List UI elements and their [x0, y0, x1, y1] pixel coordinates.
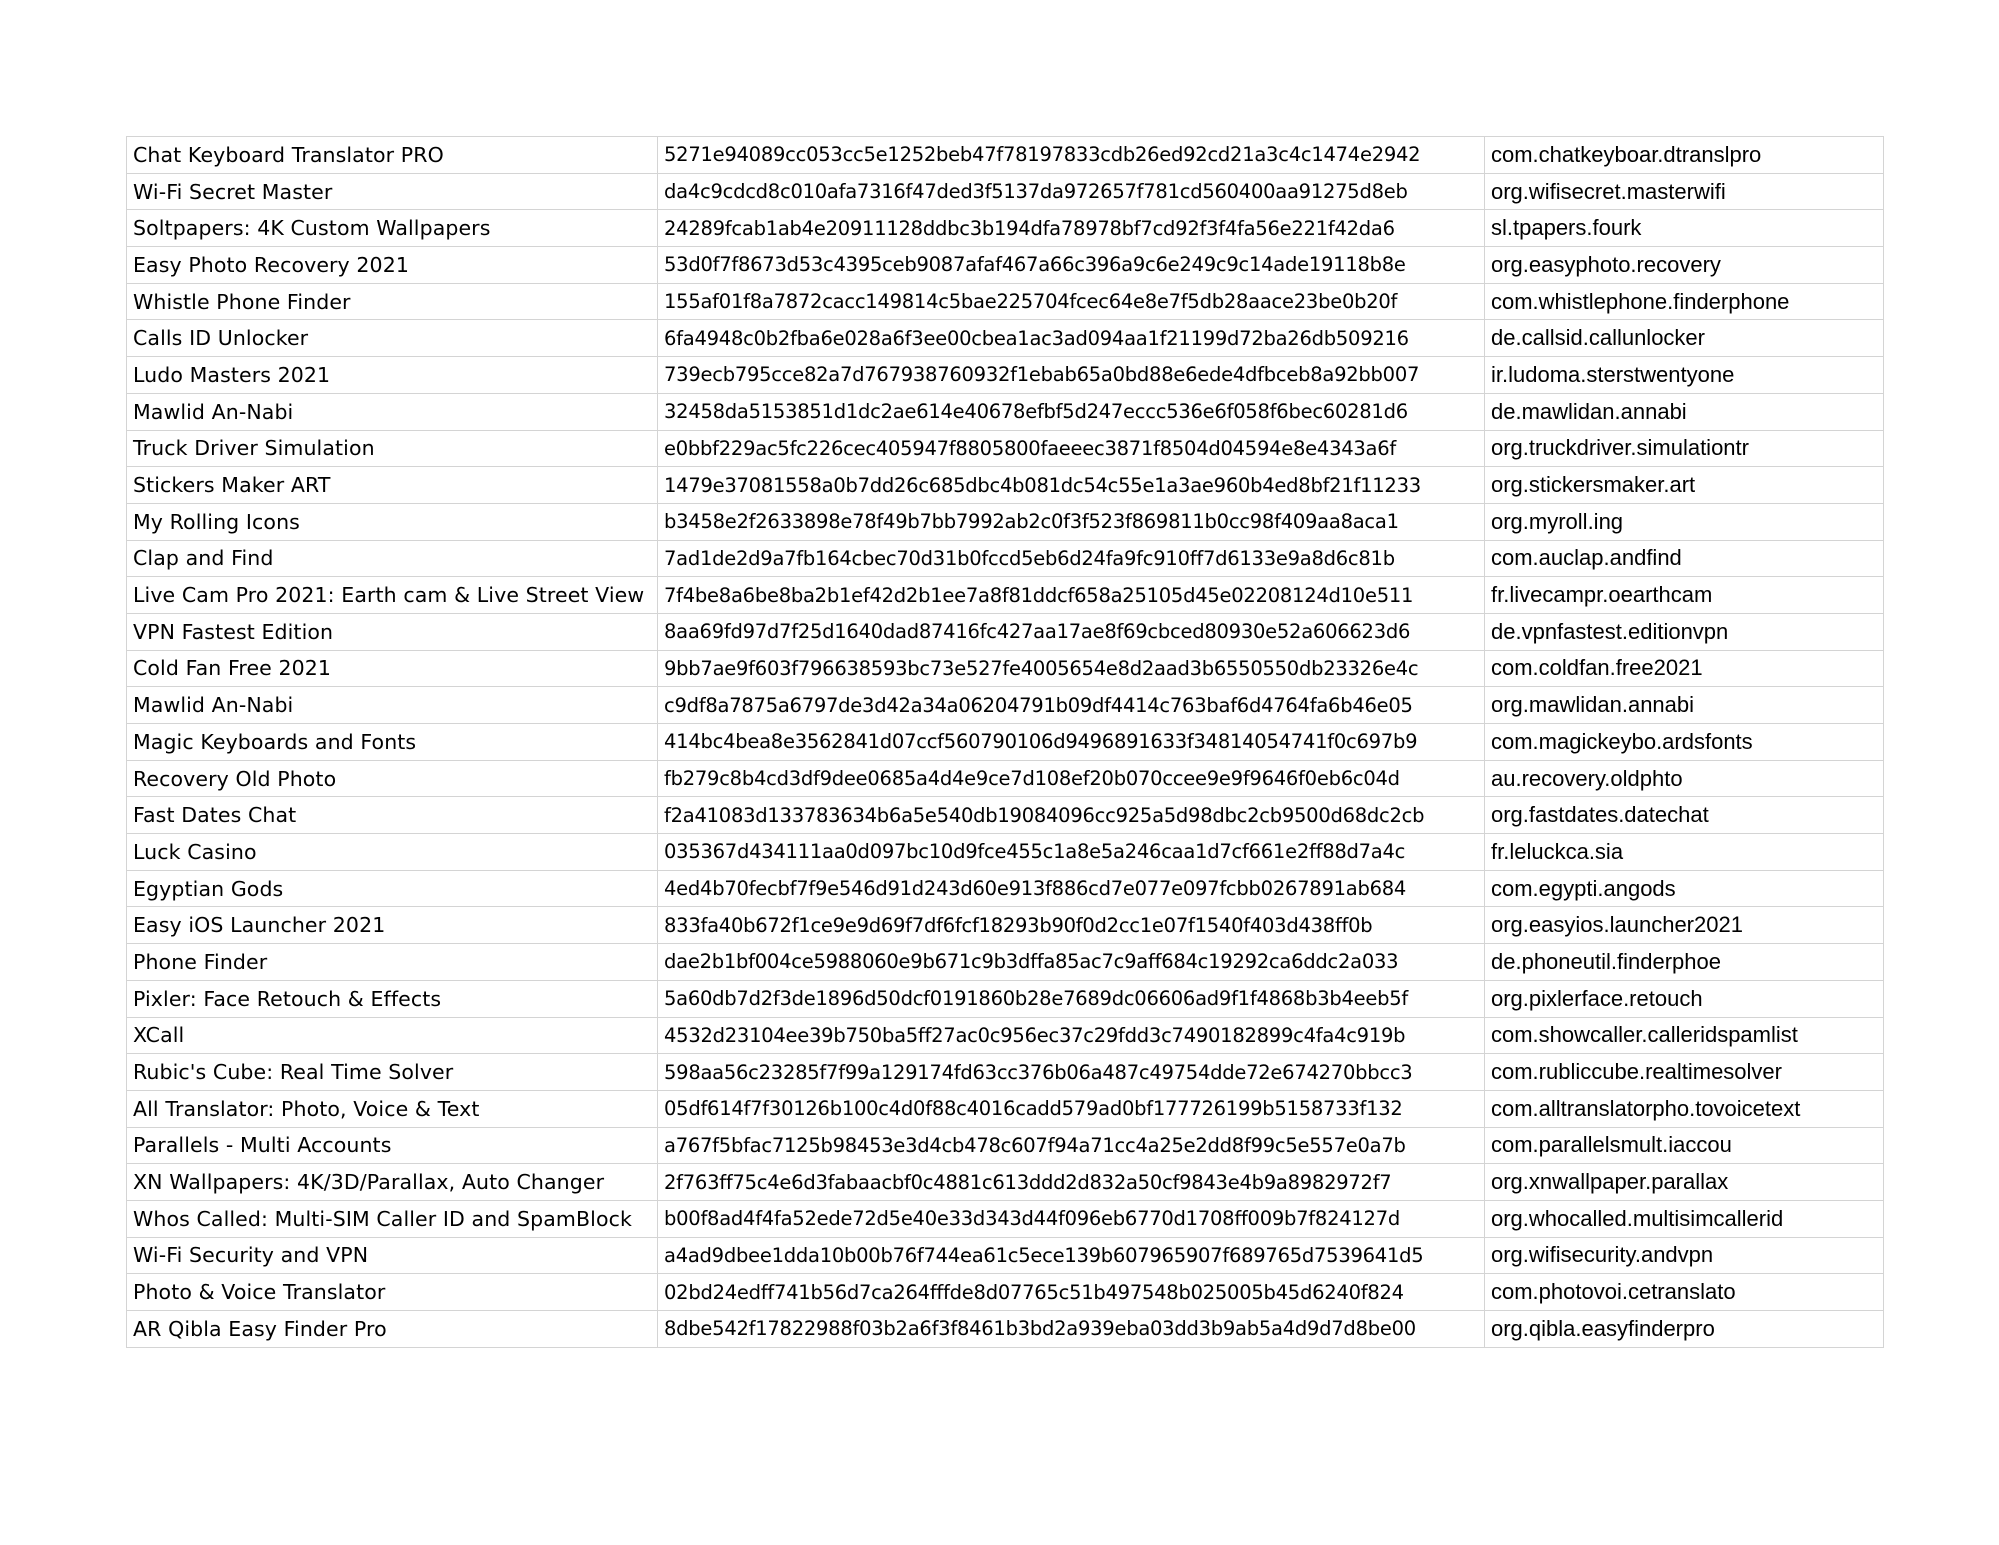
hash-cell: 833fa40b672f1ce9e9d69f7df6fcf18293b90f0d2cc1e07f1540f403d438ff0b: [658, 907, 1485, 944]
package-name-cell: org.wifisecret.masterwifi: [1485, 173, 1884, 210]
package-name-cell: org.pixlerface.retouch: [1485, 980, 1884, 1017]
hash-cell: 1479e37081558a0b7dd26c685dbc4b081dc54c55e1a3ae960b4ed8bf21f11233: [658, 467, 1485, 504]
package-name-cell: com.auclap.andfind: [1485, 540, 1884, 577]
hash-cell: 32458da5153851d1dc2ae614e40678efbf5d247eccc536e6f058f6bec60281d6: [658, 393, 1485, 430]
table-row: [127, 430, 1884, 467]
app-hash-table: [126, 136, 1884, 1348]
hash-cell: 414bc4bea8e3562841d07ccf560790106d9496891633f34814054741f0c697b9: [658, 724, 1485, 761]
table-row: [127, 1127, 1884, 1164]
package-name-cell: de.callsid.callunlocker: [1485, 320, 1884, 357]
app-name-cell: Clap and Find: [127, 540, 658, 577]
package-name-cell: com.magickeybo.ardsfonts: [1485, 724, 1884, 761]
app-name-cell: Truck Driver Simulation: [127, 430, 658, 467]
table-row: [127, 283, 1884, 320]
hash-cell: 53d0f7f8673d53c4395ceb9087afaf467a66c396a9c6e249c9c14ade19118b8e: [658, 247, 1485, 284]
app-name-cell: Mawlid An-Nabi: [127, 687, 658, 724]
app-name-cell: Pixler: Face Retouch & Effects: [127, 980, 658, 1017]
hash-cell: 4532d23104ee39b750ba5ff27ac0c956ec37c29fdd3c7490182899c4fa4c919b: [658, 1017, 1485, 1054]
hash-cell: a4ad9dbee1dda10b00b76f744ea61c5ece139b607965907f689765d7539641d5: [658, 1237, 1485, 1274]
package-name-cell: com.chatkeyboar.dtranslpro: [1485, 137, 1884, 174]
table-row: [127, 503, 1884, 540]
table-row: [127, 1274, 1884, 1311]
package-name-cell: fr.livecampr.oearthcam: [1485, 577, 1884, 614]
table-row: [127, 247, 1884, 284]
app-name-cell: Live Cam Pro 2021: Earth cam & Live Street View: [127, 577, 658, 614]
hash-cell: 598aa56c23285f7f99a129174fd63cc376b06a487c49754dde72e674270bbcc3: [658, 1054, 1485, 1091]
app-name-cell: Soltpapers: 4K Custom Wallpapers: [127, 210, 658, 247]
hash-cell: 4ed4b70fecbf7f9e546d91d243d60e913f886cd7e077e097fcbb0267891ab684: [658, 870, 1485, 907]
table-row: [127, 467, 1884, 504]
app-name-cell: My Rolling Icons: [127, 503, 658, 540]
app-name-cell: Wi-Fi Security and VPN: [127, 1237, 658, 1274]
table-row: [127, 1164, 1884, 1201]
hash-cell: 035367d434111aa0d097bc10d9fce455c1a8e5a246caa1d7cf661e2ff88d7a4c: [658, 834, 1485, 871]
app-name-cell: Parallels - Multi Accounts: [127, 1127, 658, 1164]
table-row: [127, 577, 1884, 614]
app-name-cell: XN Wallpapers: 4K/3D/Parallax, Auto Changer: [127, 1164, 658, 1201]
package-name-cell: org.xnwallpaper.parallax: [1485, 1164, 1884, 1201]
table-row: [127, 1017, 1884, 1054]
app-name-cell: Mawlid An-Nabi: [127, 393, 658, 430]
hash-cell: 24289fcab1ab4e20911128ddbc3b194dfa78978bf7cd92f3f4fa56e221f42da6: [658, 210, 1485, 247]
hash-cell: da4c9cdcd8c010afa7316f47ded3f5137da972657f781cd560400aa91275d8eb: [658, 173, 1485, 210]
package-name-cell: ir.ludoma.sterstwentyone: [1485, 357, 1884, 394]
package-name-cell: com.coldfan.free2021: [1485, 650, 1884, 687]
table-row: [127, 1090, 1884, 1127]
package-name-cell: org.truckdriver.simulationtr: [1485, 430, 1884, 467]
package-name-cell: fr.leluckca.sia: [1485, 834, 1884, 871]
package-name-cell: org.easyphoto.recovery: [1485, 247, 1884, 284]
app-name-cell: Egyptian Gods: [127, 870, 658, 907]
app-name-cell: Wi-Fi Secret Master: [127, 173, 658, 210]
app-name-cell: Calls ID Unlocker: [127, 320, 658, 357]
hash-cell: 05df614f7f30126b100c4d0f88c4016cadd579ad0bf177726199b5158733f132: [658, 1090, 1485, 1127]
hash-cell: dae2b1bf004ce5988060e9b671c9b3dffa85ac7c9aff684c19292ca6ddc2a033: [658, 944, 1485, 981]
package-name-cell: org.myroll.ing: [1485, 503, 1884, 540]
table-row: [127, 870, 1884, 907]
table-row: [127, 650, 1884, 687]
table-row: [127, 944, 1884, 981]
package-name-cell: org.fastdates.datechat: [1485, 797, 1884, 834]
table-row: [127, 1311, 1884, 1348]
app-name-cell: Phone Finder: [127, 944, 658, 981]
hash-cell: 5271e94089cc053cc5e1252beb47f78197833cdb26ed92cd21a3c4c1474e2942: [658, 137, 1485, 174]
package-name-cell: org.easyios.launcher2021: [1485, 907, 1884, 944]
app-name-cell: Easy iOS Launcher 2021: [127, 907, 658, 944]
hash-cell: e0bbf229ac5fc226cec405947f8805800faeeec3871f8504d04594e8e4343a6f: [658, 430, 1485, 467]
package-name-cell: com.photovoi.cetranslato: [1485, 1274, 1884, 1311]
package-name-cell: com.alltranslatorpho.tovoicetext: [1485, 1090, 1884, 1127]
table-row: [127, 393, 1884, 430]
hash-cell: 9bb7ae9f603f796638593bc73e527fe4005654e8d2aad3b6550550db23326e4c: [658, 650, 1485, 687]
hash-cell: 02bd24edff741b56d7ca264fffde8d07765c51b497548b025005b45d6240f824: [658, 1274, 1485, 1311]
hash-cell: a767f5bfac7125b98453e3d4cb478c607f94a71cc4a25e2dd8f99c5e557e0a7b: [658, 1127, 1485, 1164]
app-name-cell: Stickers Maker ART: [127, 467, 658, 504]
package-name-cell: de.phoneutil.finderphoe: [1485, 944, 1884, 981]
package-name-cell: com.showcaller.calleridspamlist: [1485, 1017, 1884, 1054]
package-name-cell: sl.tpapers.fourk: [1485, 210, 1884, 247]
app-name-cell: Photo & Voice Translator: [127, 1274, 658, 1311]
package-name-cell: de.vpnfastest.editionvpn: [1485, 613, 1884, 650]
app-name-cell: Recovery Old Photo: [127, 760, 658, 797]
hash-cell: c9df8a7875a6797de3d42a34a06204791b09df4414c763baf6d4764fa6b46e05: [658, 687, 1485, 724]
table-row: [127, 320, 1884, 357]
table-row: [127, 210, 1884, 247]
table-row: [127, 834, 1884, 871]
app-name-cell: Chat Keyboard Translator PRO: [127, 137, 658, 174]
table-row: [127, 980, 1884, 1017]
app-name-cell: Rubic's Cube: Real Time Solver: [127, 1054, 658, 1091]
hash-cell: 739ecb795cce82a7d767938760932f1ebab65a0bd88e6ede4dfbceb8a92bb007: [658, 357, 1485, 394]
package-name-cell: com.egypti.angods: [1485, 870, 1884, 907]
hash-cell: f2a41083d133783634b6a5e540db19084096cc925a5d98dbc2cb9500d68dc2cb: [658, 797, 1485, 834]
package-name-cell: org.whocalled.multisimcallerid: [1485, 1200, 1884, 1237]
hash-cell: fb279c8b4cd3df9dee0685a4d4e9ce7d108ef20b070ccee9e9f9646f0eb6c04d: [658, 760, 1485, 797]
app-name-cell: Whistle Phone Finder: [127, 283, 658, 320]
table-body: [127, 137, 1884, 1348]
table-row: [127, 760, 1884, 797]
hash-cell: 5a60db7d2f3de1896d50dcf0191860b28e7689dc06606ad9f1f4868b3b4eeb5f: [658, 980, 1485, 1017]
app-name-cell: All Translator: Photo, Voice & Text: [127, 1090, 658, 1127]
package-name-cell: de.mawlidan.annabi: [1485, 393, 1884, 430]
hash-cell: 7f4be8a6be8ba2b1ef42d2b1ee7a8f81ddcf658a25105d45e02208124d10e511: [658, 577, 1485, 614]
table-row: [127, 137, 1884, 174]
hash-cell: 2f763ff75c4e6d3fabaacbf0c4881c613ddd2d832a50cf9843e4b9a8982972f7: [658, 1164, 1485, 1201]
table-row: [127, 1200, 1884, 1237]
package-name-cell: org.qibla.easyfinderpro: [1485, 1311, 1884, 1348]
table-row: [127, 687, 1884, 724]
table-row: [127, 1237, 1884, 1274]
hash-cell: 8dbe542f17822988f03b2a6f3f8461b3bd2a939eba03dd3b9ab5a4d9d7d8be00: [658, 1311, 1485, 1348]
table-row: [127, 1054, 1884, 1091]
table-row: [127, 540, 1884, 577]
app-name-cell: Ludo Masters 2021: [127, 357, 658, 394]
hash-cell: 6fa4948c0b2fba6e028a6f3ee00cbea1ac3ad094aa1f21199d72ba26db509216: [658, 320, 1485, 357]
table-row: [127, 724, 1884, 761]
package-name-cell: au.recovery.oldphto: [1485, 760, 1884, 797]
table-row: [127, 907, 1884, 944]
table-row: [127, 797, 1884, 834]
hash-cell: b00f8ad4f4fa52ede72d5e40e33d343d44f096eb6770d1708ff009b7f824127d: [658, 1200, 1485, 1237]
app-name-cell: AR Qibla Easy Finder Pro: [127, 1311, 658, 1348]
hash-cell: 8aa69fd97d7f25d1640dad87416fc427aa17ae8f69cbced80930e52a606623d6: [658, 613, 1485, 650]
app-name-cell: Luck Casino: [127, 834, 658, 871]
package-name-cell: com.rubliccube.realtimesolver: [1485, 1054, 1884, 1091]
package-name-cell: com.whistlephone.finderphone: [1485, 283, 1884, 320]
app-name-cell: XCall: [127, 1017, 658, 1054]
package-name-cell: com.parallelsmult.iaccou: [1485, 1127, 1884, 1164]
hash-cell: 155af01f8a7872cacc149814c5bae225704fcec64e8e7f5db28aace23be0b20f: [658, 283, 1485, 320]
hash-cell: b3458e2f2633898e78f49b7bb7992ab2c0f3f523f869811b0cc98f409aa8aca1: [658, 503, 1485, 540]
table-row: [127, 173, 1884, 210]
package-name-cell: org.wifisecurity.andvpn: [1485, 1237, 1884, 1274]
app-name-cell: Whos Called: Multi-SIM Caller ID and SpamBlock: [127, 1200, 658, 1237]
table-row: [127, 613, 1884, 650]
package-name-cell: org.mawlidan.annabi: [1485, 687, 1884, 724]
app-name-cell: Fast Dates Chat: [127, 797, 658, 834]
table-row: [127, 357, 1884, 394]
hash-cell: 7ad1de2d9a7fb164cbec70d31b0fccd5eb6d24fa9fc910ff7d6133e9a8d6c81b: [658, 540, 1485, 577]
package-name-cell: org.stickersmaker.art: [1485, 467, 1884, 504]
app-name-cell: Easy Photo Recovery 2021: [127, 247, 658, 284]
app-name-cell: Cold Fan Free 2021: [127, 650, 658, 687]
app-name-cell: Magic Keyboards and Fonts: [127, 724, 658, 761]
app-name-cell: VPN Fastest Edition: [127, 613, 658, 650]
